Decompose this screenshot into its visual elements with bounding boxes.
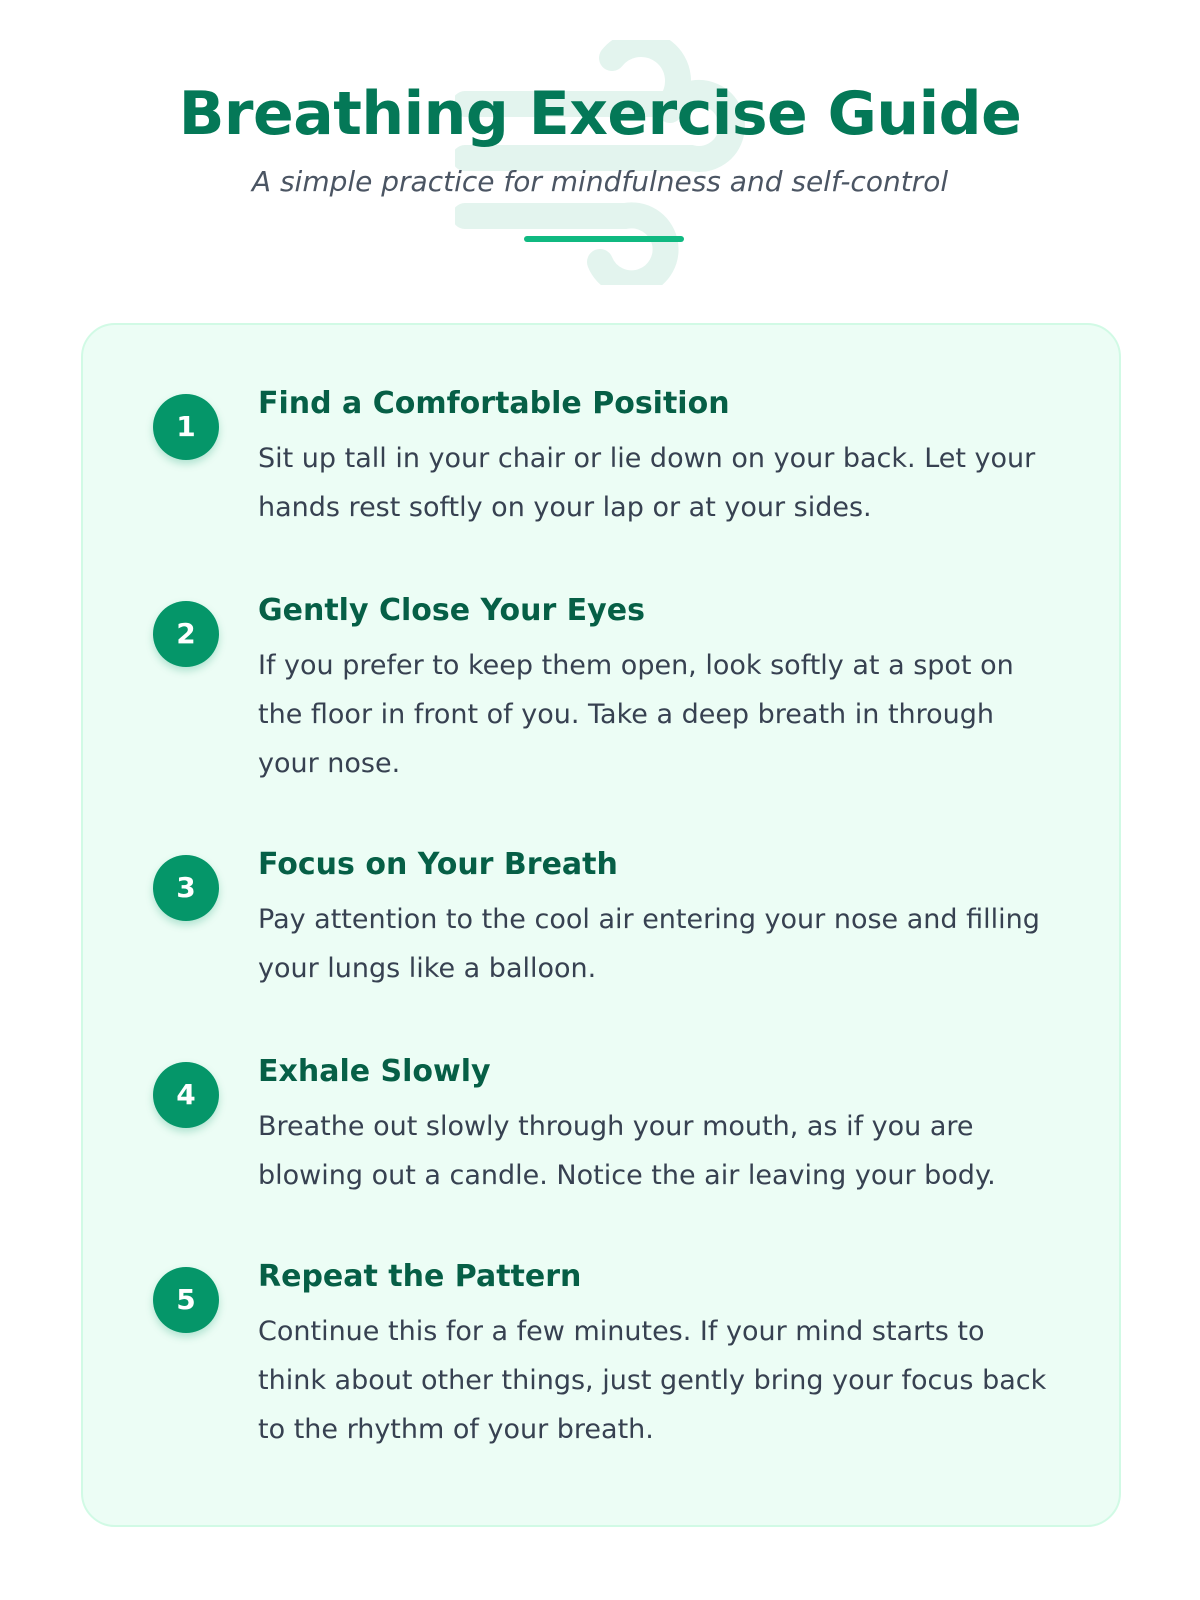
step-description: Continue this for a few minutes. If your mind starts to think about other things, just gently bring your focus back to the rhythm of your breath. bbox=[258, 1316, 1047, 1445]
step-title: Gently Close Your Eyes bbox=[258, 593, 645, 628]
step-number-badge: 1 bbox=[153, 394, 219, 460]
step-number-badge: 5 bbox=[153, 1267, 219, 1333]
step-title: Exhale Slowly bbox=[258, 1054, 491, 1089]
step-description: Sit up tall in your chair or lie down on your back. Let your hands rest softly on your lap or at your sides. bbox=[258, 443, 1036, 523]
page-header bbox=[0, 0, 1200, 300]
step-description: Pay attention to the cool air entering your nose and filling your lungs like a balloon. bbox=[258, 904, 1040, 984]
steps-card bbox=[81, 323, 1121, 1527]
step-number-badge: 2 bbox=[153, 601, 219, 667]
step-number-badge: 4 bbox=[153, 1062, 219, 1128]
page-title: Breathing Exercise Guide bbox=[178, 79, 1022, 149]
step-title: Repeat the Pattern bbox=[258, 1259, 582, 1294]
step-description: Breathe out slowly through your mouth, as if you are blowing out a candle. Notice the air leaving your body. bbox=[258, 1111, 996, 1191]
page-subtitle: A simple practice for mindfulness and self-control bbox=[251, 165, 949, 198]
title-underline bbox=[524, 236, 684, 242]
step-title: Focus on Your Breath bbox=[258, 847, 618, 882]
step-title: Find a Comfortable Position bbox=[258, 386, 730, 421]
step-number-badge: 3 bbox=[153, 855, 219, 921]
step-description: If you prefer to keep them open, look softly at a spot on the floor in front of you. Take a deep breath in through your nose. bbox=[258, 650, 1014, 779]
